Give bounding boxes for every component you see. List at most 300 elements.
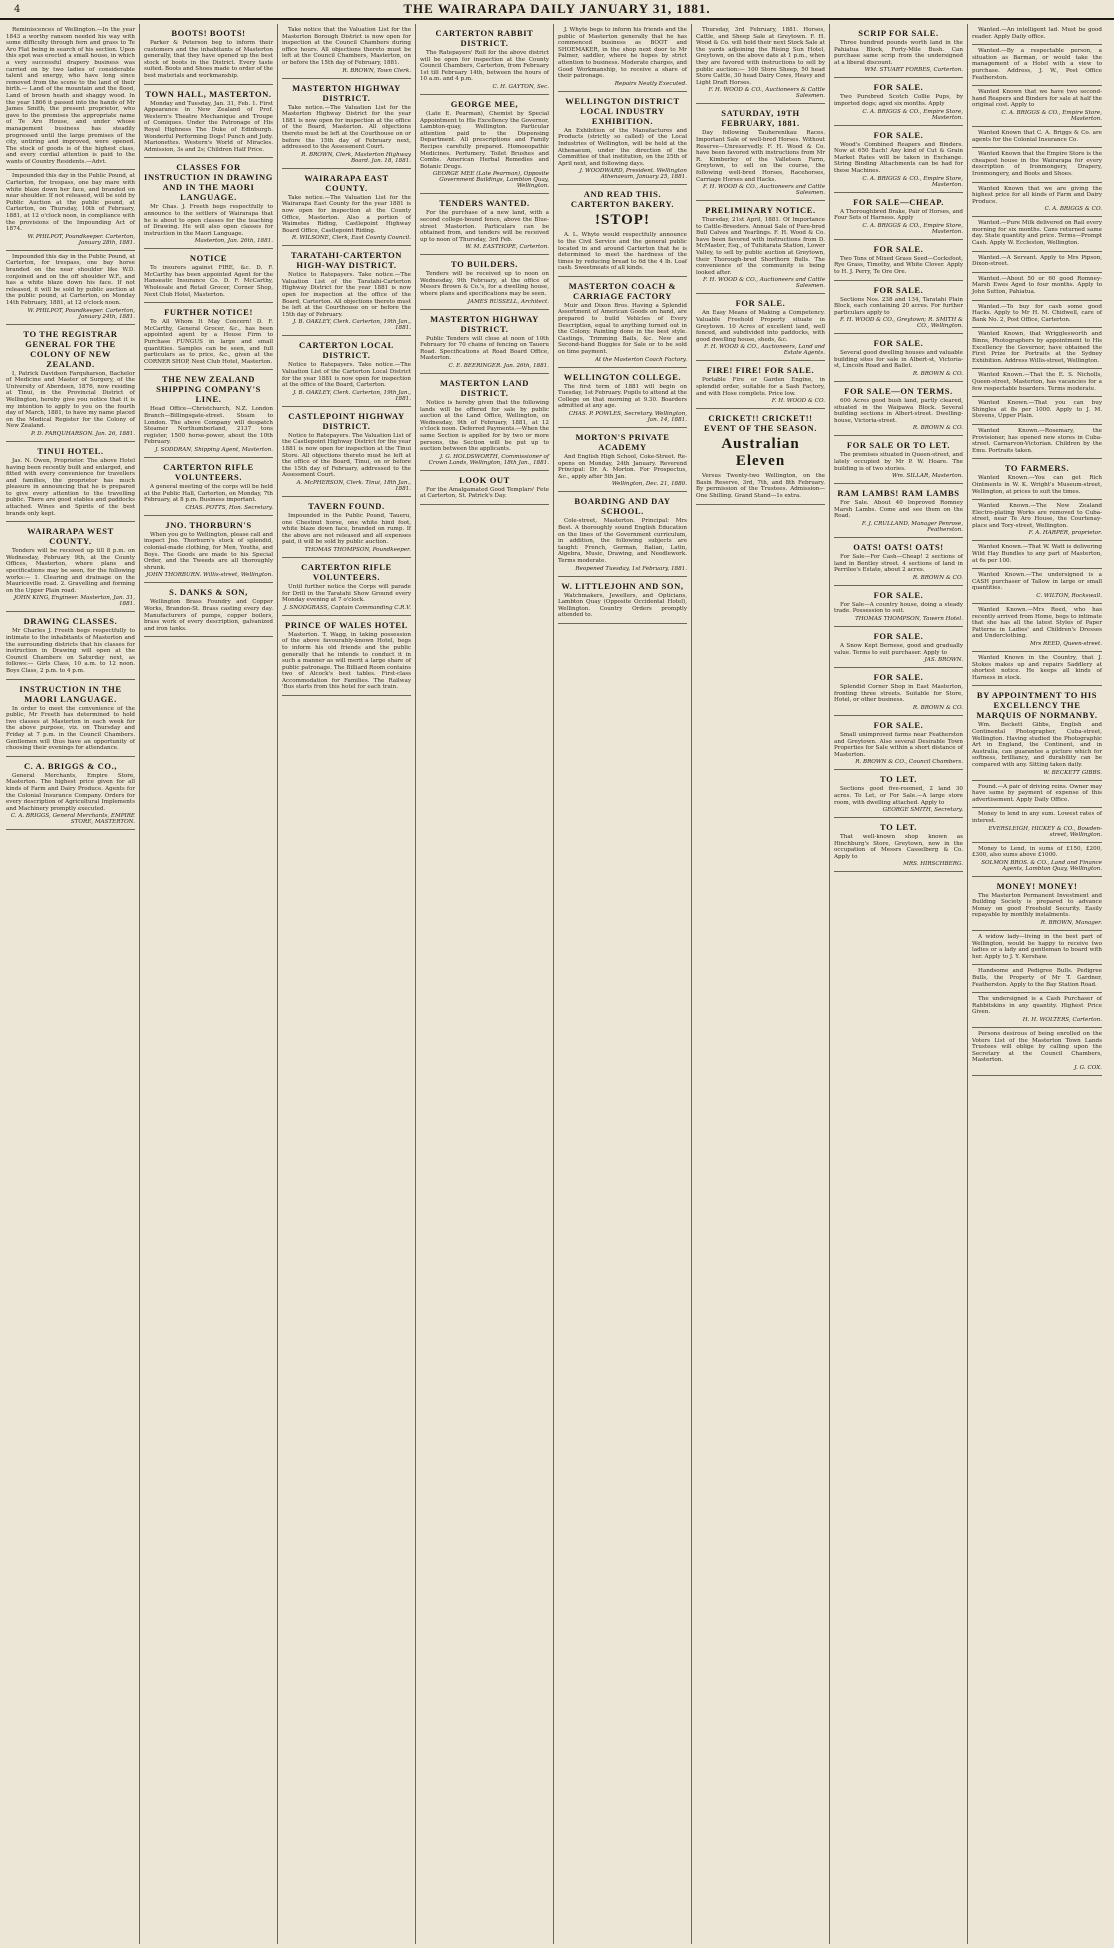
advertisement (834, 193, 963, 240)
advertisement (972, 877, 1102, 931)
ad-body: A general meeting of the corps will be held at the Public Hall, Carterton, on Monday, 7th February, at 8 p.m. Business important. (144, 483, 273, 504)
advertisement (972, 148, 1102, 182)
advertisement (972, 569, 1102, 604)
ad-body: To All Whom It May Concern! D. F. McCarthy, General Grocer, &c., has been appointed agent by a House Firm to Purchase FUNGUS in large and small quantities. Samples can be seen, and full particulars as to price, &c., given at the CORNER SHOP, Next Club Hotel, Masterton. (144, 319, 273, 365)
advertisement (6, 24, 135, 170)
ad-signature: JAS. BROWN. (924, 657, 963, 664)
ad-signature: C. A. BRIGGS & CO., Empire Store, Masterton. (1001, 109, 1102, 122)
ad-body: Thursday, 21st April, 1881. Of Importance to Cattle-Breeders. Annual Sale of Pure-bred Bull Calves and Yearlings. F. H. Wood & Co. have been favored with instructions from D. McMaster, Esq., of Tuhitarata Station, Lower Valley, to sell by public auction at Greytown, their Thorough-bred Shorthorn Bulls. The convenience of the community is being looked after. (696, 217, 825, 276)
ad-body: For Sale—A country house, doing a steady trade. Possession to suit. (834, 601, 963, 615)
advertisement (972, 931, 1102, 965)
ad-heading: TO LET. (880, 822, 917, 833)
advertisement (834, 24, 963, 78)
ad-heading: CARTERTON RABBIT DISTRICT. (435, 28, 534, 48)
ad-body: Three hundred pounds worth land in the Pahiatua Block, Forty-Mile Bush. Can purchase same scrip from the undersigned at a liberal discount. (834, 40, 963, 66)
ad-signature: THOMAS THOMPSON, Tawern Hotel. (855, 615, 963, 622)
ad-signature: F. H. WOOD & CO., Auctioneers & Cattle Salesmen. (708, 87, 825, 100)
ad-signature: SOLMON BROS. & CO., Land and Finance Agents, Lambton Quay, Wellington. (981, 859, 1102, 872)
ad-signature: Mrs REED, Queen-street. (1029, 641, 1102, 647)
ad-body: Jas. N. Owen, Proprietor. The above Hotel having been recently built and enlarged, and fitted with every convenience for travellers and families, the proprietor has much pleasure in announcing that he is prepared to give every attention to the travelling public. There are good stables and paddocks attached. Wines and Spirits of the best brands only kept. (6, 457, 135, 517)
ad-body: Handsome and Pedigree Bulls. Pedigree Bulls, the Property of Mr T. Gardner, Featherston. Apply to the Bay Station Road. (972, 968, 1102, 988)
ad-signature: C. E. BEERINGER. Jan. 26th, 1881. (448, 363, 549, 370)
advertisement (834, 586, 963, 627)
ad-body: Portable Fire or Garden Engine, in splendid order, suitable for a Sash Factory, and with Hose complete. Price low. (696, 377, 825, 397)
ad-signature: P. D. FARQUHARSON. Jan. 26, 1881. (30, 430, 135, 437)
advertisement (558, 92, 687, 186)
ad-signature: C. A. BRIGGS & CO., Empire Store, Masterton. (862, 175, 963, 188)
ad-heading: W. LITTLEJOHN AND SON, (561, 580, 684, 591)
advertisement (144, 249, 273, 303)
ad-body: General Merchants, Empire Store, Masterton. The highest price given for all kinds of Farm and Dairy Produce. Agents for the Colonial Insurance Company. Orders for every description of Agricultural Implements and Machinery promptly executed. (6, 772, 135, 812)
ad-heading: FOR SALE. (873, 672, 924, 683)
ad-body: Mr Charles J. Freeth begs respectfully to intimate to the inhabitants of Masterton and the surrounding districts that his classes for instruction in Drawing will open at the Council Chambers on Saturday next, as follows:— Girls Class, 10 a.m. to 12 noon. Boys Class, 2 p.m. to 4 p.m. (6, 628, 135, 674)
ad-signature: R. BROWN & CO. (912, 371, 963, 378)
ad-heading: WAIRARAPA EAST COUNTY. (304, 172, 389, 193)
advertisement (558, 185, 687, 277)
ad-body: The undersigned is a Cash Purchaser of Rabbitskins in any quantity. Highest Price Given. (972, 996, 1102, 1016)
ad-heading: WAIRARAPA WEST COUNTY. (27, 526, 114, 547)
ad-heading: TO FARMERS. (1004, 463, 1070, 474)
ad-heading: INSTRUCTION IN THE MAORI LANGUAGE. (19, 683, 122, 704)
ad-body: Wanted.—Pure Milk delivered on Rail every morning for six months. Cans returned same day. State quantity and price. Terms—Prompt Cash. Apply W. Eccleston, Wellington. (972, 220, 1102, 247)
ad-heading: FOR SALE OR TO LET. (846, 440, 951, 451)
ad-signature: J. B. OAKLEY, Clerk. Carterton, 19th Jan., 1881. (293, 319, 411, 332)
advertisement (834, 240, 963, 281)
ad-signature: C. A. BRIGGS, General Merchants, EMPIRE STORE, MASTERTON. (10, 813, 135, 826)
ad-body: Take notice.—The Valuation List for the Masterton Highway District for the year 1881 is now open for inspection at the office of the Board, Masterton. All objections thereto must be left at the Courthouse on or before the 15th day of February next, addressed to the Assessment Court. (282, 104, 411, 151)
ad-heading: CASTLEPOINT HIGHWAY DISTRICT. (288, 410, 405, 431)
ad-heading: CLASSES FOR INSTRUCTION IN DRAWING AND IN THE MAORI LANGUAGE. (144, 162, 273, 203)
ad-body: Persons desirous of being enrolled on the Voters List of the Masterton Town Lands Trustees will oblige by calling upon the Secretary at the Council Chambers, Masterton. (972, 1031, 1102, 1064)
ad-signature: F. H. WOOD & CO., Auctioneers and Cattle Salesmen. (702, 277, 825, 290)
advertisement (420, 374, 549, 471)
ad-heading: MASTERTON HIGHWAY DISTRICT. (430, 313, 539, 334)
column-7 (830, 24, 968, 1944)
ad-heading: MONEY! MONEY! (996, 880, 1078, 891)
ad-heading: TAVERN FOUND. (308, 500, 385, 511)
ad-body: Take notice.—The Valuation List for the Wairarapa East County for the year 1881 is now open for inspection at the County Office, Masterton. Also a portion of Waimetes Riding, Castlepoint Highway Board Office, Castlepoint Riding. (282, 194, 411, 234)
ad-heading: C. A. BRIGGS & CO., (23, 760, 118, 771)
advertisement (834, 538, 963, 586)
ad-heading: RAM LAMBS! RAM LAMBS (837, 488, 960, 499)
advertisement (972, 808, 1102, 842)
ad-body: Wanted Known in the Country, that J. Stokes makes up and repairs Saddlery at shortest notice. He keeps all kinds of Harness in stock. (972, 655, 1102, 681)
ad-body: For Sale. About 40 Improved Romney Marsh Lambs. Come and see them on the Road. (834, 500, 963, 520)
ad-body: The Masterton Permanent Investment and Building Society is prepared to advance Money on good Freehold Security. Easily repayable by monthly instalments. (972, 892, 1102, 919)
ad-signature: C. H. GAYTON, Sec. (492, 83, 549, 90)
ad-signature: JOHN THORBURN. Willis-street, Wellington. (146, 572, 273, 579)
ad-body: Muir and Dixon Bros. Having a Splendid Assortment of American Goods on hand, are prepared to build Vehicles of Every Description, equal to anything turned out in the Colony. Painting done in the best style. Castings, Trimming Bails, &c. New and Second-hand Buggies for Sale or to be sold on time payment. (558, 302, 687, 356)
ad-signature: C. A. BRIGGS & CO. (1044, 206, 1102, 213)
ad-heading: FURTHER NOTICE! (164, 307, 253, 318)
ad-heading: CARTERTON LOCAL DISTRICT. (299, 340, 394, 361)
ad-body: Public Tenders will close at noon of 10th February for 70 chains of fencing on Taueru Road. Specifications at Road Board Office, Masterton. (420, 335, 549, 362)
ad-display-text: Australian Eleven (721, 436, 800, 470)
advertisement (834, 716, 963, 770)
advertisement (558, 277, 687, 368)
advertisement (972, 652, 1102, 686)
advertisement (144, 516, 273, 584)
advertisement (834, 484, 963, 538)
ad-body: A. L. Whyte would respectfully announce to the Civil Service and the general public located in and around Carterton that he is determined to meet the hardness of the times by reducing bread to 6d the 4 lb. Loaf cash. Sweetmeats of all kinds. (558, 232, 687, 272)
advertisement (282, 79, 411, 169)
ad-body: Day following Tauherenikau Races. Important Sale of well-bred Horses. Without Reserve—Unreservedly. F. H. Wood & Co. have been favored with instructions from Mr R. Kimberley of the Valletson Farm, Greytown, to sell on the course, the following well-bred Horses, Racehorses, Carriage Horses and Hacks. (696, 130, 825, 183)
ad-body: Small unimproved farms near Featherston and Greytown. Also several Desirable Town Properties for Sale within a short distance of Masterton. (834, 731, 963, 758)
advertisement (834, 436, 963, 484)
ad-signature: A. McPHERSON, Clerk. Tinui, 18th Jan., 1881. (296, 479, 411, 492)
ad-signature: JAMES RUSSELL, Architect. (467, 298, 549, 305)
ad-heading: FOR SALE—ON TERMS. (844, 386, 953, 397)
ad-heading: FOR SALE. (873, 129, 924, 140)
ad-body: Wanted Known.—That the E. S. Nicholls, Queen-street, Masterton, has vacancies for a few respectable boarders. Terms moderate. (972, 372, 1102, 392)
ad-body: Wanted Known that C. A. Briggs & Co. are agents for the Colonial Insurance Co. (972, 129, 1102, 143)
ad-heading: FOR SALE. (873, 82, 924, 93)
advertisement (972, 45, 1102, 86)
ad-heading: CARTERTON RIFLE VOLUNTEERS. (163, 461, 254, 482)
ad-body: For the Amalgamated Good Templars' Fete at Carterton, St. Patrick's Day. (420, 486, 549, 500)
column-6 (692, 24, 830, 1944)
ad-body: The Ratepayers' Roll for the above district will be open for inspection at the County Council Chambers, Carterton, from February 1st till February 14th, between the hours of 10 a.m. and 4 p.m. (420, 50, 549, 83)
ad-signature: Reopened Tuesday, 1st February, 1881. (575, 565, 687, 572)
advertisement (972, 1028, 1102, 1076)
ad-signature: R. WILSONE, Clerk, East County Council. (291, 235, 411, 242)
advertisement (972, 252, 1102, 273)
advertisement (282, 246, 411, 336)
ad-heading: BOARDING AND DAY SCHOOL. (574, 496, 671, 517)
ad-body: Notice to Ratepayers. The Valuation List of the Castlepoint Highway District for the year 1881 is now open for inspection at the Tinui Store. All objections thereto must be left at the office of the Board, Tinui, on or before the 15th day of February, addressed to the Assessment Court. (282, 432, 411, 479)
ad-heading: MASTERTON LAND DISTRICT. (440, 378, 529, 399)
advertisement (144, 458, 273, 516)
ad-body: Wellington Brass Foundry and Copper Works, Brandon-St. Brass casting every day. Manufacturers of pumps, copper boilers, brass work of every description, galvanized and iron tanks. (144, 599, 273, 632)
ad-heading: LOOK OUT (459, 474, 510, 485)
advertisement (972, 993, 1102, 1028)
ad-display-text: !STOP! (595, 212, 650, 229)
ad-body: Wanted Known.—Mrs Reed, who has recently arrived from Home, begs to intimate that she has all the latest Styles of Paper Patterns in Ladies' and Children's Dresses and Underclothing. (972, 607, 1102, 640)
ad-heading: PRINCE OF WALES HOTEL (285, 619, 408, 630)
ad-heading: FOR SALE. (873, 630, 924, 641)
advertisement (834, 78, 963, 125)
ad-body: Wanted.—To buy for cash some good Hacks. Apply to Mr H. M. Chidwell, care of Bank No. 2, Post Office, Carterton. (972, 303, 1102, 323)
advertisement (972, 24, 1102, 45)
ad-body: Tenders will be received up to noon on Wednesday, 9th February, at the office of Messrs Brown & Co.'s, for a dwelling house, where plans and specifications may be seen. (420, 271, 549, 298)
ad-body: Versus Twenty-two Wellington, on the Basin Reserve, 3rd, 7th, and 8th February. By permission of the Trustees. Admission—One Shilling. Grand Stand—1s extra. (696, 473, 825, 499)
ad-body: Wood's Combined Reapers and Binders. Now at 650 Each! Any kind of Cut & Grain Market Rates will be taken in Exchange. String Binding Attachments can be had for these Machines. (834, 141, 963, 174)
advertisement (144, 24, 273, 85)
ad-body: Money to lend in any sum. Lowest rates of interest. (972, 811, 1102, 824)
ad-body: A Snow Kept Bernese, good and gradually value. Terms to suit purchaser. Apply to (834, 642, 963, 656)
ad-signature: At the Masterton Coach Factory. (594, 356, 687, 363)
column-3 (278, 24, 416, 1944)
advertisement (696, 409, 825, 504)
advertisement (144, 158, 273, 249)
ad-heading: BY APPOINTMENT TO HIS EXCELLENCY THE MARQUIS OF NORMANBY. (976, 690, 1098, 721)
ad-body: Wanted Known.—That you can buy Shingles at 8s per 1000. Apply to J. M. Stevens, Upper Plain. (972, 400, 1102, 420)
advertisement (420, 95, 549, 194)
ad-signature: R. BROWN, Clerk, Masterton Highway Board. Jan. 18, 1881. (301, 151, 411, 164)
ad-body: Wanted Known.—You can get Rich Ointments in W. K. Wright's Museum-street, Wellington, at prices to suit the times. (972, 475, 1102, 495)
ad-heading: THE NEW ZEALAND SHIPPING COMPANY'S LINE. (156, 374, 261, 405)
ad-body: The premises situated in Queen-street, and lately occupied by Mr P. W. Hoare. The building is of two stories. (834, 452, 963, 472)
ad-heading: CARTERTON RIFLE VOLUNTEERS. (301, 561, 392, 582)
advertisement (558, 24, 687, 92)
ad-heading: TINUI HOTEL. (37, 445, 104, 456)
ad-body: Wanted Known.—The New Zealand Electro-plating Works are removed to Cuba-street, near Te Aro House, the Courtenay-place and Tory-street, Wellington. (972, 503, 1102, 529)
ad-heading: FOR SALE. (873, 338, 924, 349)
ad-body: Reminiscences of Wellington.—In the year 1843 a worthy ransom needed his way with some difficulty through fern and grass to Te Aro Flat being in search of his section. Upon this spot was erected a small house, in which a very successful drapery business was carried on by two ladies of considerable talent and energy, who have long since removed from the scene to the land of their birth.— Land of the mountain and the flood, Land of brown heath and shaggy wood. In the year 1866 it passed into the hands of Mr James Smith, the present proprietor, who gave to the premises the appropriate name of Te Aro House, and under whose management business has steadily progressed until the large premises of the city, untiring and improved, were opened. The stock of goods is of the highest class, and every cordial attention is paid to the wants of Country Residents.—Advt. (6, 27, 135, 165)
ad-heading: FOR SALE—CHEAP. (853, 196, 944, 207)
advertisement (282, 497, 411, 558)
advertisement (6, 442, 135, 522)
ad-signature: W. PHILPOT, Poundkeeper. Carterton, January 24th, 1881. (27, 307, 135, 320)
advertisement (972, 328, 1102, 369)
ad-heading: TARATAHI-CARTERTON HIGH-WAY DISTRICT. (290, 250, 403, 271)
ad-heading: SCRIP FOR SALE. (858, 28, 939, 38)
ad-heading: FOR SALE. (735, 298, 786, 309)
advertisement (834, 818, 963, 872)
ad-signature: H. H. WOLTERS, Carterton. (1022, 1017, 1102, 1023)
advertisement (144, 303, 273, 370)
advertisement (972, 541, 1102, 569)
ad-body: Sections Nos. 238 and 134, Taratahi Plain Block, each containing 20 acres. For further particulars apply to (834, 296, 963, 316)
advertisement (972, 86, 1102, 127)
advertisement (696, 201, 825, 294)
advertisement (144, 370, 273, 458)
ad-heading: FIRE! FIRE! FOR SALE. (706, 365, 815, 376)
advertisement (282, 336, 411, 406)
ad-signature: Repairs Neatly Executed. (614, 80, 687, 87)
ad-body: Wm. Beckett Gibbs, English and Continental Photographer, Cuba-street, Wellington. Having studied the Photographic Art in England, the Continent, and in Australia, can guarantee a picture which for softness, brilliancy, and durability can be compared with any. Sitting taken daily. (972, 722, 1102, 768)
ad-body: Thursday, 3rd February, 1881. Horses, Cattle, and Sheep Sale at Greytown. F. H. Wood & Co. will hold their next Stock Sale at the yards adjoining the Rising Sun Hotel, Greytown, on the above date at 1 p.m., when they are favored with instructions to sell by public auction:— 100 Store Sheep, 50 head Store Cattle, 30 head Dairy Cows, Heavy and Light Draft Horses. (696, 27, 825, 86)
ad-body: A Thoroughbred Brake, Pair of Horses, and Four Sets of Harness. Apply (834, 208, 963, 222)
ad-heading: FOR SALE. (873, 719, 924, 730)
ad-body: Wanted.—By a respectable person, a situation as Barman, or would take the management of a Hotel with a view to purchase. Address, J. W., Post Office Featherston. (972, 48, 1102, 81)
ad-heading: FOR SALE. (873, 243, 924, 254)
ad-heading: NOTICE (189, 253, 228, 264)
ad-body: Until further notice the Corps will parade for Drill in the Taratahi Show Ground every Monday evening at 7 o'clock. (282, 583, 411, 604)
ad-heading: TO THE REGISTRAR GENERAL FOR THE COLONY OF NEW ZEALAND. (23, 328, 118, 369)
ad-body: Impounded this day in the Public Pound, at Carterton, for trespass, one bay mare with white blaze down her face, and branded on near shoulder. If not released, will be sold by Public Auction at the public pound, at Carterton, on Thursday, 10th of February, 1881, at 12 o'clock noon, in compliance with the provisions of the Impounding Act of 1874. (6, 173, 135, 233)
advertisement (420, 310, 549, 374)
ad-body: And English High School, Coke-Street. Re-opens on Monday, 24th January. Reverend Principal: Dr. A. Morton. For Prospectus, &c., apply after 5th Jan. (558, 454, 687, 480)
ad-body: When you go to Wellington, please call and inspect Jno. Thorburn's stock of splendid, colonial-made clothing, for Men, Youths, and Boys. The Goods are made to his Special Order, and the Tweeds are all thoroughly shrunk. (144, 531, 273, 571)
advertisement (972, 217, 1102, 251)
ad-body: Wanted Known that we are giving the highest price for all kinds of Farm and Dairy Produce. (972, 185, 1102, 205)
advertisement (696, 104, 825, 201)
advertisement (558, 428, 687, 492)
ad-heading: MASTERTON COACH & CARRIAGE FACTORY (568, 280, 677, 301)
ad-heading: FOR SALE. (873, 589, 924, 600)
ad-body: Wanted.—A Servant. Apply to Mrs Pipson, Dixon-street. (972, 254, 1102, 268)
ad-heading: TO LET. (880, 774, 917, 785)
ad-signature: C. WILTON, Rockswall. (1036, 593, 1102, 600)
ad-signature: J. SNODGRASS, Captain Commanding C.R.V. (284, 604, 411, 611)
ad-heading: WELLINGTON COLLEGE. (563, 371, 682, 382)
advertisement (6, 251, 135, 325)
advertisement (972, 965, 1102, 993)
ad-signature: GEORGE MEE (Late Pearman), Opposite Government Buildings, Lambton Quay, Wellington. (432, 171, 549, 190)
ad-heading: AND READ THIS. CARTERTON BAKERY. (570, 189, 675, 210)
column-5 (554, 24, 692, 1944)
advertisement (972, 425, 1102, 459)
advertisement (6, 522, 135, 612)
ad-body: For the purchase of a new land, with a second college-bound fence, above the Blue-street Masterton. Particulars can be obtained from, and tenders will be received up to noon of Thursday, 3rd Feb. (420, 210, 549, 243)
ad-signature: R. BROWN, Town Clerk. (342, 67, 411, 74)
advertisement (282, 24, 411, 79)
ad-signature: F. J. CRULLAND, Manager Penrose, Featherston. (861, 521, 963, 533)
ad-body: Head Office—Christchurch, N.Z. London Branch—Billingsgate-street. Steam to London. The above Company will despatch Steamer Northumberland, 2137 tons register, 1500 horse-power, about the 10th February. (144, 406, 273, 446)
advertisement (972, 686, 1102, 780)
advertisement (972, 273, 1102, 301)
ad-heading: GEORGE MEE, (450, 98, 519, 109)
ad-body: Take notice that the Valuation List for the Masterton Borough District is now open for inspection at the Council Chambers during office hours. All objections thereto must be left at the Council Chambers, Masterton, on or before the 15th day of February, 1881. (282, 27, 411, 66)
ad-body: Wanted Known.—That W. Watt is delivering Wild Hay Bundles to any part of Masterton, at 6s per 100. (972, 544, 1102, 564)
advertisement (834, 281, 963, 335)
ad-body: I, Patrick Davidson Farquharson, Bachelor of Medicine and Master of Surgery, of the University of Aberdeen, 1876, now residing at Tinui, in the Provincial District of Wellington, hereby give you notice that it is my intention to apply to you on the fourth day of March, 1881, to have my name placed on the Medical Register for the Colony of New Zealand. (6, 370, 135, 430)
advertisement (6, 680, 135, 757)
ad-signature: W. PHILPOT, Poundkeeper. Carterton, January 28th, 1881. (27, 233, 135, 246)
ad-signature: EVERSLEIGH, HICKEY & CO., Bowden-street, Wellington. (988, 825, 1102, 838)
advertisement (420, 471, 549, 505)
advertisement (6, 757, 135, 831)
ad-body: In order to meet the convenience of the public, Mr Freeth has determined to hold two classes at Masterton in each week for the above purpose, viz. on Thursday and Friday at 7 p.m. in the Council Chambers. Gentlemen will thus have an opportunity of choosing their evenings for attendance. (6, 705, 135, 752)
advertisement (282, 407, 411, 497)
ad-body: Wanted.—About 50 or 60 good Romney-Marsh Ewes Aged to four months. Apply to John Sutton, Pahiatua. (972, 275, 1102, 296)
ad-body: Two Purebred Scotch Collie Pups, by imported dogs; aged six months. Apply (834, 94, 963, 107)
ad-body: Monday and Tuesday, Jan. 31, Feb. 1. First Appearance in New Zealand of Prof. Western's Theatre Mechanique and Troupe of Comiques. Under the Patronage of His Royal Highness The Duke of Edinburgh. Wonderful Performing Dogs! Punch and Judy. Marionettes. Western's World of Miracles. Admission, 3s and 2s; Children Half Price. (144, 100, 273, 153)
ad-signature: J. B. OAKLEY, Clerk. Carterton, 19th Jan., 1881. (293, 389, 411, 402)
ad-signature: J. G. HOLDSWORTH, Commissioner of Crown Lands, Wellington, 18th Jan., 1881. (428, 453, 549, 466)
ad-body: Wanted Known, that Wrigglesworth and Binns, Photographers by appointment to His Excellency the Governor, have obtained the First Prize for Portraits at the Sydney Exhibition. Address Willis-street, Wellington. (972, 331, 1102, 364)
advertisement (282, 558, 411, 616)
advertisement (6, 612, 135, 679)
advertisement (282, 169, 411, 247)
ad-signature: W. BECKETT GIBBS. (1043, 769, 1102, 776)
advertisement (420, 194, 549, 255)
advertisement (282, 616, 411, 696)
ad-signature: J. G. COX. (1074, 1064, 1102, 1071)
advertisement (972, 301, 1102, 329)
masthead (0, 0, 1114, 20)
advertisement (834, 770, 963, 818)
ad-signature: F. A. HARPER, proprietor. (1028, 530, 1102, 537)
ad-signature: Wellington, Dec. 21, 1880. (611, 481, 687, 488)
ad-heading: BOOTS! BOOTS! (171, 28, 246, 38)
ad-body: Found.—A pair of driving reins. Owner may have same by payment of expense of this advertisement. Apply Daily Office. (972, 783, 1102, 803)
ad-body: Sections good five-roomed, 2 land 30 acres. To Let, or For Sale.—A large store room, with dwelling attached. Apply to (834, 786, 963, 806)
advertisement (696, 24, 825, 104)
ad-body: Notice to Ratepayers. Take notice.—The Valuation List of the Carterton Local District for the year 1881 is now open for inspection at the office of the Board, Carterton. (282, 362, 411, 389)
ad-body: Tenders will be received up till 8 p.m. on Wednesday, February 9th, at the County Offices, Masterton, where plans and specifications may be seen, for the following works:— 1. Clearing and drainage on the Mauriceville road. 2. Gravelling and forming on the Upper Plain road. (6, 548, 135, 594)
ad-signature: R. BROWN & CO., Council Chambers. (855, 759, 963, 766)
advertisement (6, 325, 135, 442)
ad-body: (Late E. Pearman), Chemist by Special Appointment to His Excellency the Governor, Lambton-quay, Wellington. Particular attention paid to the Dispensing Department. All prescriptions and Family Recipes carefully prepared. Homoeopathic Medicines. Perfumery. Toilet Brushes and Combs. American Herbal Remedies and Botanic Drugs. (420, 110, 549, 170)
ad-signature: R. BROWN & CO. (912, 704, 963, 711)
page-number: 4 (14, 3, 21, 15)
advertisement (972, 459, 1102, 500)
column-8 (968, 24, 1106, 1944)
ad-signature: Wm. SILLAR, Masterton. (891, 473, 963, 480)
ad-heading: WELLINGTON DISTRICT LOCAL INDUSTRY EXHIBITION. (565, 95, 680, 126)
ad-signature: R. BROWN & CO. (912, 425, 963, 432)
advertisement (972, 369, 1102, 397)
ad-heading: TO BUILDERS. (450, 259, 519, 270)
ad-body: Splendid Corner Shop in East Masterton, fronting three streets. Suitable for Store, Hotel, or other business. (834, 684, 963, 704)
ad-signature: F. H. WOOD & CO., Auctioneers and Cattle Salesmen. (702, 184, 825, 197)
advertisement (972, 843, 1102, 877)
ad-body: Masterton. T. Wagg, in taking possession of the above favourably-known Hotel, begs to inform his old friends and the public generally that he intends to conduct it in such a manner as will merit a large share of public patronage. The Billiard Room contains two of Alcock's best tables. First-class Accommodation for Families. The Railway 'Bus starts from this hotel for each train. (282, 631, 411, 691)
ad-signature: F. H. WOOD & CO., Greytown; R. SMITH & CO., Wellington. (840, 317, 963, 330)
ad-signature: GEORGE SMITH, Secretary. (882, 807, 963, 814)
ad-signature: J. WOODWARD, President. Wellington Athenaeum, January 25, 1881. (579, 168, 687, 181)
columns (2, 24, 1112, 1944)
column-4 (416, 24, 554, 1944)
advertisement (420, 255, 549, 309)
ad-heading: S. DANKS & SON, (169, 587, 248, 598)
ad-signature: Masterton, Jan. 26th, 1881. (194, 238, 273, 245)
ad-body: Impounded in the Public Pound, Taueru, one Chestnut horse, one white hind foot, white blaze down face, branded on rump. If the above are not released and all expenses paid, it will be sold by public auction. (282, 512, 411, 546)
ad-body: Watchmakers, Jewellers, and Opticians, Lambton Quay (Opposite Occidental Hotel), Wellington. Country Orders promptly attended to. (558, 592, 687, 619)
advertisement (834, 668, 963, 716)
ad-body: Parker & Peterson beg to inform their customers and the inhabitants of Masterton generally, that they have opened up the best stock of boots in the District. Every taste suited. Boots and Shoes made to order of the best materials and workmanship. (144, 40, 273, 79)
ad-body: Money to Lend, in sums of £150, £200, £300, also sums above £1000. (972, 845, 1102, 859)
ad-body: 600 Acres good bush land, partly cleared, situated in the Waipawa Block. Several building sections in Albert-street. Dwelling-house, Victoria-street. (834, 398, 963, 424)
ad-body: Wanted Known that the Empire Store is the cheapest house in the Wairarapa for every description of Ironmongery, Drapery, Ironmongery, and Boots and Shoes. (972, 151, 1102, 177)
ad-heading: OATS! OATS! OATS! (853, 542, 944, 552)
advertisement (834, 627, 963, 668)
advertisement (696, 294, 825, 361)
advertisement (972, 183, 1102, 218)
ad-heading: SATURDAY, 19TH FEBRUARY, 1881. (721, 108, 800, 129)
ad-signature: R. BROWN & CO. (912, 574, 963, 581)
ad-body: Notice to Ratepayers. Take notice.—The Valuation List of the Taratahi-Carterton Highway District for the year 1881 is now open for inspection at the office of the Board, Carterton. All objections thereto must be left at the Courthouse on or before the 15th day of February. (282, 272, 411, 318)
ad-body: Cole-street, Masterton. Principal: Mrs Best. A thoroughly sound English Education on the lines of the Government curriculum, in addition, the following subjects are taught: French, German, Italian, Latin, Algebra, Music, Drawing, and Needlework. Terms moderate. (558, 518, 687, 564)
ad-body: J. Whyte begs to inform his friends and the public of Masterton generally that he has commenced business as BOOT and SHOEMAKER, in the shop next door to Mr Palmer, saddler, where he hopes by strict attention to business. Moderate charges, and Good Workmanship, to receive a share of their patronage. (558, 27, 687, 80)
ad-heading: JNO. THORBURN'S (165, 519, 252, 530)
ad-signature: CHAS. POTTS, Hon. Secretary. (185, 504, 273, 511)
ad-body: Mr Chas. J. Freeth begs respectfully to announce to the settlers of Wairarapa that he is about to open classes for the teaching of Drawing. He will also open classes for instruction in the Maori Language. (144, 204, 273, 237)
advertisement (972, 604, 1102, 652)
ad-heading: PRELIMINARY NOTICE. (705, 205, 816, 216)
advertisement (6, 170, 135, 250)
ad-heading: MORTON'S PRIVATE ACADEMY (575, 432, 670, 452)
newspaper-title: THE WAIRARAPA DAILY JANUARY 31, 1881. (403, 1, 711, 16)
advertisement (558, 492, 687, 576)
ad-body: Wanted Known.—Rosemary, the Provisioner, has opened new stores in Cuba-street. Carnarvon-Victorian. Children by the Emu. Portraits taken. (972, 427, 1102, 454)
ad-heading: MASTERTON HIGHWAY DISTRICT. (292, 82, 401, 103)
advertisement (834, 334, 963, 382)
ad-body: To insurers against FIRE, &c. D. F. McCarthy has been appointed Agent for the Hanseatic Insurance Co. D. F. McCarthy, Wholesale and Retail Grocer, Corner Shop, Next Club Hotel, Masterton. (144, 265, 273, 298)
ad-signature: MRS. HIRSCHBERG. (903, 861, 963, 868)
ad-body: That well-known shop known as Hinchburg's Store, Greytown, now in the occupation of Messrs Casselberg & Co. Apply to (834, 834, 963, 860)
ad-body: Impounded this day in the Public Pound, at Carterton, for trespass, one bay horse branded on the near shoulder like W.D. conjoined and on the off shoulder W.F., and has a white blaze down his face. If not released, it will be sold by public auction at the public pound, at Carterton, on Monday 14th February, 1881, at 12 o'clock noon. (6, 253, 135, 306)
advertisement (834, 126, 963, 193)
ad-signature: C. A. BRIGGS & CO., Empire Store, Masterton. (862, 222, 963, 235)
ad-signature: JOHN KING, Engineer. Masterton, Jan. 31, 1881. (14, 595, 135, 608)
advertisement (972, 397, 1102, 425)
ad-body: Wanted Known.—The undersigned is a CASH purchaser of Tallow in large or small quantities. (972, 572, 1102, 592)
ad-signature: J. SODDRAN, Shipping Agent, Masterton. (155, 446, 273, 453)
advertisement (144, 583, 273, 637)
ad-body: Notice is hereby given that the following lands will be offered for sale by public auction at the Land Office, Wellington, on Wednesday, 9th of February, 1881, at 12 o'clock noon. Deferred Payments.—When the same Section is applied for by two or more persons, the Section will be put up to auction between the applicants. (420, 400, 549, 453)
advertisement (420, 24, 549, 95)
ad-signature: WM. STUART FORBES, Carterton. (864, 67, 963, 74)
ad-signature: W. M. EASTHOPE, Carterton. (465, 244, 549, 251)
advertisement (972, 127, 1102, 148)
ad-body: Several good dwelling houses and valuable building sites for sale in Albert-st, Victoria-st, Lincoln Road and Ballet. (834, 350, 963, 370)
ad-heading: TENDERS WANTED. (439, 198, 530, 209)
ad-heading: FOR SALE. (873, 284, 924, 295)
ad-signature: CHAS. P. POWLES, Secretary. Wellington, Jan. 14, 1881. (568, 411, 687, 423)
